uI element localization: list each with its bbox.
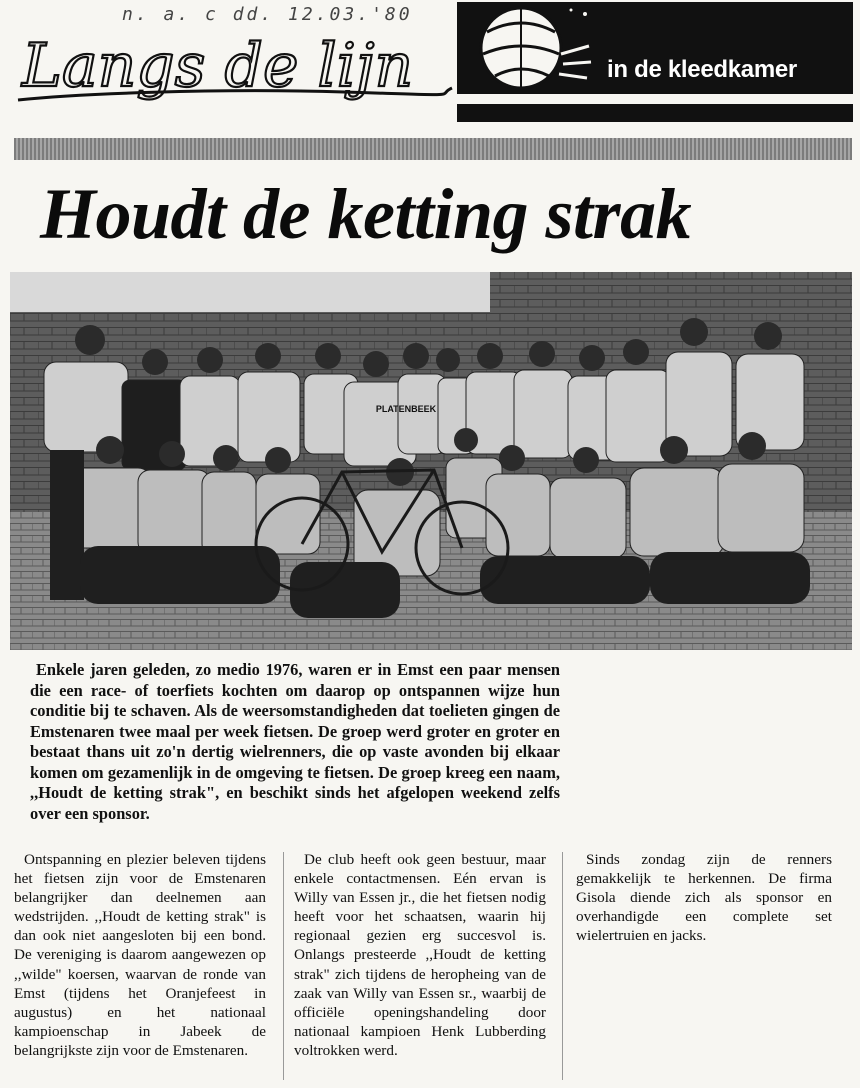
- article-column-2: De club heeft ook geen bestuur, maar enkele contactmensen. Eén ervan is Willy van Essen jr., die het fietsen nodig heeft voor het schaatsen, waarin hij regionaal gezien erg succesvol is. Onlangs presteerde ,,Houdt de ketting strak" zich tijdens de heropheing van de zaak van Willy van Essen sr., waarbij de officiële openingshandeling door nationaal kampioen Henk Lubberding voltrokken werd.: [294, 851, 546, 1059]
- handwritten-date-note: n. a. c dd. 12.03.'80: [122, 4, 413, 25]
- script-title-graphic: [14, 22, 454, 118]
- team-photo-graphic: [10, 272, 852, 650]
- article-lead: Enkele jaren geleden, zo medio 1976, waren er in Emst een paar mensen die een race- of toerfiets kochten om daarop op ontspannen wijze hun conditie bij te schaven. Als de weersomstandigheden dat toelieten gingen de Emstenaren twee maal per week fietsen. De groep werd groter en groter en bestaat thans uit zo'n dertig wielrenners, die op vaste avonden bij elkaar komen om gezamenlijk in de omgeving te fietsen. De groep kreeg een naam, ,,Houdt de ketting strak", en beschikt sinds het afgelopen weekend zelfs over een sponsor.: [30, 660, 560, 823]
- header-rule: [14, 138, 852, 160]
- article-column-3: Sinds zondag zijn de renners gemakkelijk te herkennen. De firma Gisola diende zich als sponsor en overhandigde een complete set wielertruien en jacks.: [576, 851, 832, 945]
- jersey-text: PLATENBEEK: [375, 404, 437, 414]
- football-icon: [465, 2, 595, 98]
- column-banner: [457, 2, 853, 122]
- column-script-title: [14, 22, 454, 118]
- banner-label: in de kleedkamer: [607, 56, 797, 83]
- article-column-1: Ontspanning en plezier beleven tijdens het fietsen zijn voor de Emstenaren belangrijker dan deelnemen aan wedstrijden. ,,Houdt de ketting strak" is dan ook niet aangesloten bij een bond. De vereniging is daarom aangewezen op ,,wilde" koersen, waarvan de ronde van Emst (tijdens het Oranjefeest in augustus) en het nationaal kampioenschap in Jabeek de belangrijkste zijn voor de Emstenaren.: [14, 851, 266, 1059]
- column-divider: [283, 852, 284, 1080]
- script-title-text: Langs de lijn: [22, 31, 414, 101]
- column-divider: [562, 852, 563, 1080]
- article-headline: Houdt de ketting strak: [40, 174, 692, 254]
- banner-strip: [457, 94, 853, 104]
- team-photo: [10, 272, 852, 650]
